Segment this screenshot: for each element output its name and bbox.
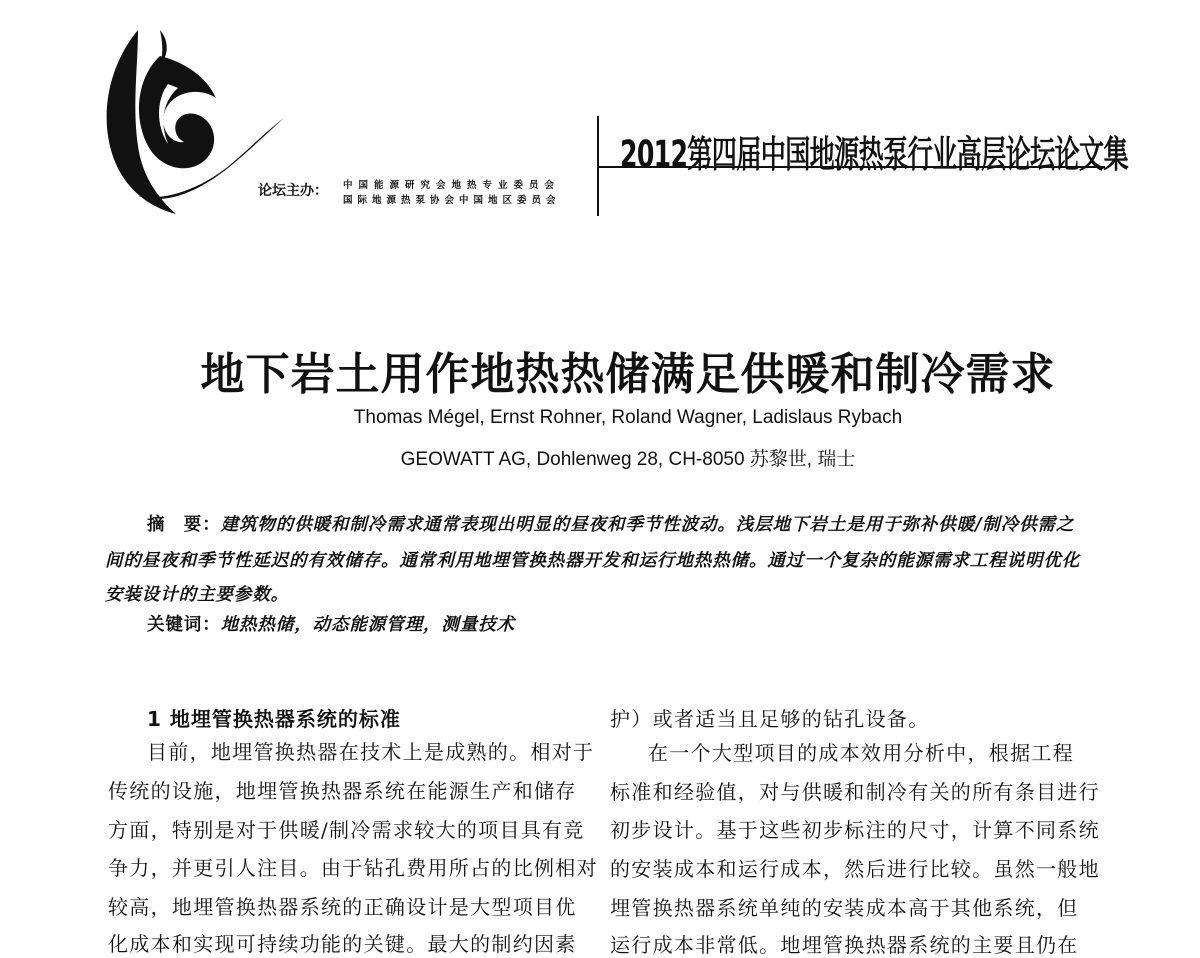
right-col-line: 护）或者适当且足够的钻孔设备。 xyxy=(610,707,930,731)
keywords-text: 地热热储，动态能源管理，测量技术 xyxy=(220,615,516,635)
paper-authors: Thomas Mégel, Ernst Rohner, Roland Wagner, Ladislaus Rybach xyxy=(353,407,903,428)
organizer-line-2: 国际地源热泵协会中国地区委员会 xyxy=(343,195,561,206)
right-col-line: 的安装成本和运行成本，然后进行比较。虽然一般地 xyxy=(610,857,1100,881)
section-heading: 1 地埋管换热器系统的标准 xyxy=(147,707,401,731)
keywords-line xyxy=(147,611,515,636)
abstract-text-1: 建筑物的供暖和制冷需求通常表现出明显的昼夜和季节性波动。浅层地下岩土是用于弥补供暖/制冷供需之 xyxy=(220,515,1075,535)
right-col-line: 运行成本非常低。地埋管换热器系统的主要且仍在 xyxy=(610,933,1079,957)
left-col-line: 化成本和实现可持续功能的关键。最大的制约因素 xyxy=(108,932,577,956)
left-col-line: 传统的设施，地埋管换热器系统在能源生产和储存 xyxy=(108,779,577,803)
abstract-line-3: 安装设计的主要参数。 xyxy=(105,585,289,605)
right-col-line: 在一个大型项目的成本效用分析中，根据工程 xyxy=(648,741,1074,765)
abstract-line-2: 间的昼夜和季节性延迟的有效储存。通常利用地埋管换热器开发和运行地热热储。通过一个复杂的能源需求工程说明优化 xyxy=(105,551,1081,571)
right-col-line: 标准和经验值，对与供暖和制冷有关的所有条目进行 xyxy=(610,780,1100,804)
paper-title: 地下岩土用作地热热储满足供暖和制冷需求 xyxy=(200,349,1056,400)
right-col-line: 初步设计。基于这些初步标注的尺寸，计算不同系统 xyxy=(610,818,1100,842)
proceedings-title: 2012第四届中国地源热泵行业高层论坛论文集 xyxy=(620,133,1128,176)
keywords-label: 关键词： xyxy=(147,615,221,635)
right-col-line: 埋管换热器系统单纯的安装成本高于其他系统，但 xyxy=(610,896,1079,920)
organizer-label: 论坛主办： xyxy=(258,183,328,199)
paper-affiliation: GEOWATT AG, Dohlenweg 28, CH-8050 苏黎世, 瑞士 xyxy=(400,449,856,470)
logo-inner-spiral xyxy=(139,56,216,168)
left-col-line: 目前，地埋管换热器在技术上是成熟的。相对于 xyxy=(147,740,595,764)
left-col-line: 方面，特别是对于供暖/制冷需求较大的项目具有竞 xyxy=(108,818,585,842)
abstract-line-1 xyxy=(147,511,1074,536)
abstract-label: 摘 要： xyxy=(147,515,221,535)
left-col-line: 较高，地埋管换热器系统的正确设计是大型项目优 xyxy=(108,895,577,919)
organizer-line-1: 中国能源研究会地热专业委员会 xyxy=(343,180,561,191)
left-col-line: 争力，并更引人注目。由于钻孔费用所占的比例相对 xyxy=(108,856,598,880)
